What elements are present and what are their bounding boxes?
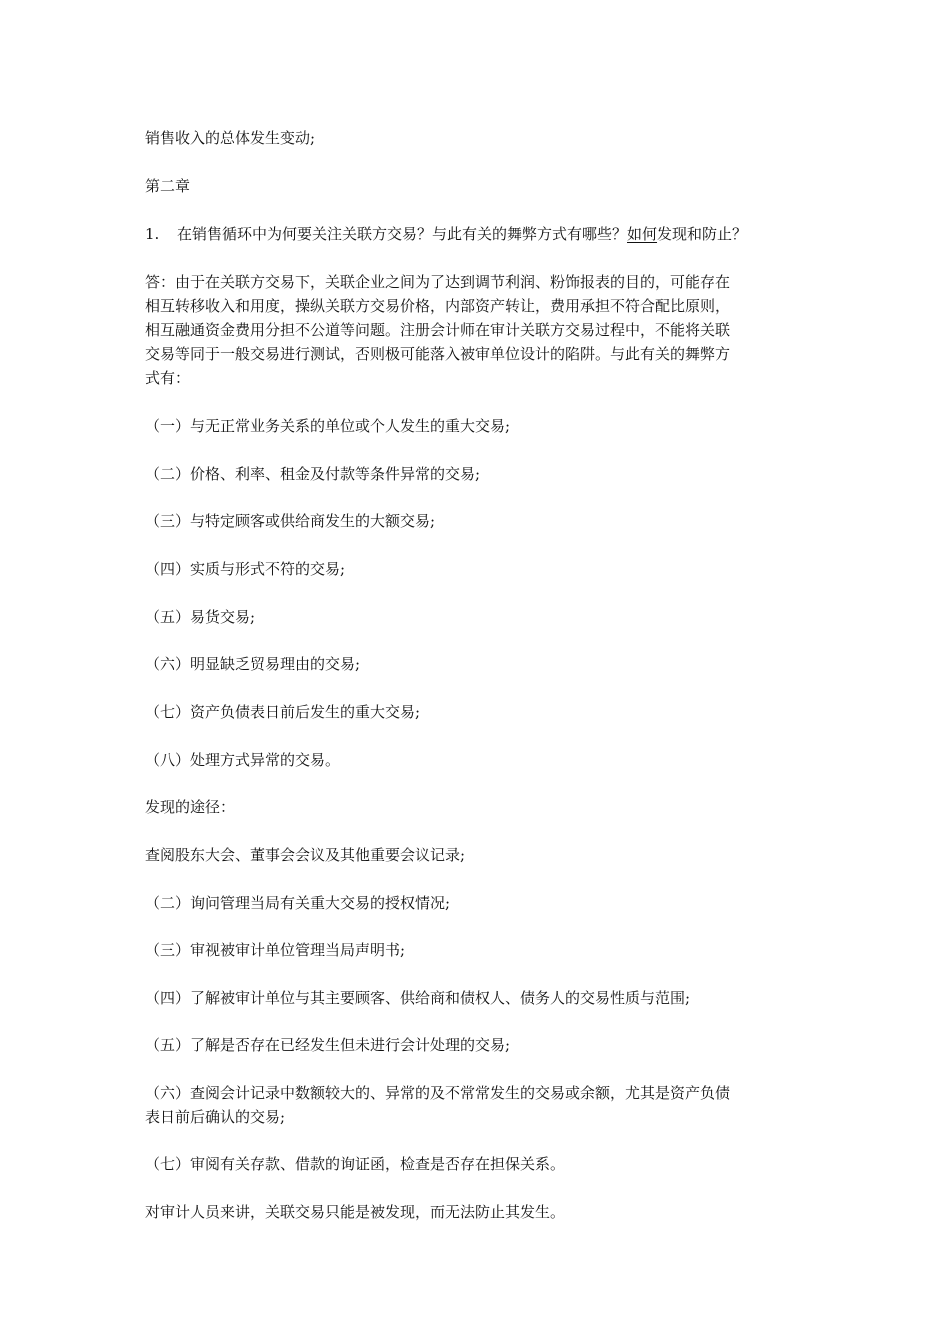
answer-paragraph: [145, 270, 825, 390]
question-text-underlined: 如何: [627, 225, 658, 243]
fraud-item: （五）易货交易;: [145, 608, 256, 626]
chapter-heading: 第二章: [145, 177, 191, 195]
sales-change-line: 销售收入的总体发生变动;: [145, 129, 316, 147]
discovery-item-line: （六）查阅会计记录中数额较大的、异常的及不常常发生的交易或余额，尤其是资产负债: [145, 1084, 731, 1102]
fraud-item: （七）资产负债表日前后发生的重大交易;: [145, 703, 421, 721]
fraud-item: （一）与无正常业务关系的单位或个人发生的重大交易;: [145, 417, 511, 435]
fraud-item: （四）实质与形式不符的交易;: [145, 560, 346, 578]
fraud-item: （八）处理方式异常的交易。: [145, 751, 341, 769]
fraud-item: （二）价格、利率、租金及付款等条件异常的交易;: [145, 465, 481, 483]
answer-line: 交易等同于一般交易进行测试，否则极可能落入被审单位设计的陷阱。与此有关的舞弊方: [145, 345, 731, 363]
conclusion-line: 对审计人员来讲，关联交易只能是被发现，而无法防止其发生。: [145, 1203, 566, 1221]
answer-line: 相互融通资金费用分担不公道等问题。注册会计师在审计关联方交易过程中，不能将关联: [145, 321, 731, 339]
fraud-item: （三）与特定顾客或供给商发生的大额交易;: [145, 512, 436, 530]
discovery-item: （四）了解被审计单位与其主要顾客、供给商和债权人、债务人的交易性质与范围;: [145, 989, 691, 1007]
question-text-before: 在销售循环中为何要关注关联方交易？与此有关的舞弊方式有哪些？: [177, 225, 628, 243]
discovery-item: 查阅股东大会、董事会会议及其他重要会议记录;: [145, 846, 466, 864]
answer-line: 答：由于在关联方交易下，关联企业之间为了达到调节利润、粉饰报表的目的，可能存在: [145, 273, 731, 291]
discovery-heading: 发现的途径：: [145, 798, 236, 816]
discovery-item: （五）了解是否存在已经发生但未进行会计处理的交易;: [145, 1036, 511, 1054]
question-1: [145, 222, 825, 246]
discovery-item: （二）询问管理当局有关重大交易的授权情况;: [145, 894, 451, 912]
discovery-item: （三）审视被审计单位管理当局声明书;: [145, 941, 406, 959]
answer-line: 式有：: [145, 369, 191, 387]
discovery-item-7: （七）审阅有关存款、借款的询证函，检查是否存在担保关系。: [145, 1155, 566, 1173]
question-number: 1.: [145, 225, 160, 243]
fraud-item: （六）明显缺乏贸易理由的交易;: [145, 655, 361, 673]
question-text-after: 发现和防止？: [657, 225, 748, 243]
discovery-item-line: 表日前后确认的交易;: [145, 1108, 286, 1126]
discovery-item-6: [145, 1081, 825, 1129]
answer-line: 相互转移收入和用度，操纵关联方交易价格，内部资产转让，费用承担不符合配比原则，: [145, 297, 731, 315]
